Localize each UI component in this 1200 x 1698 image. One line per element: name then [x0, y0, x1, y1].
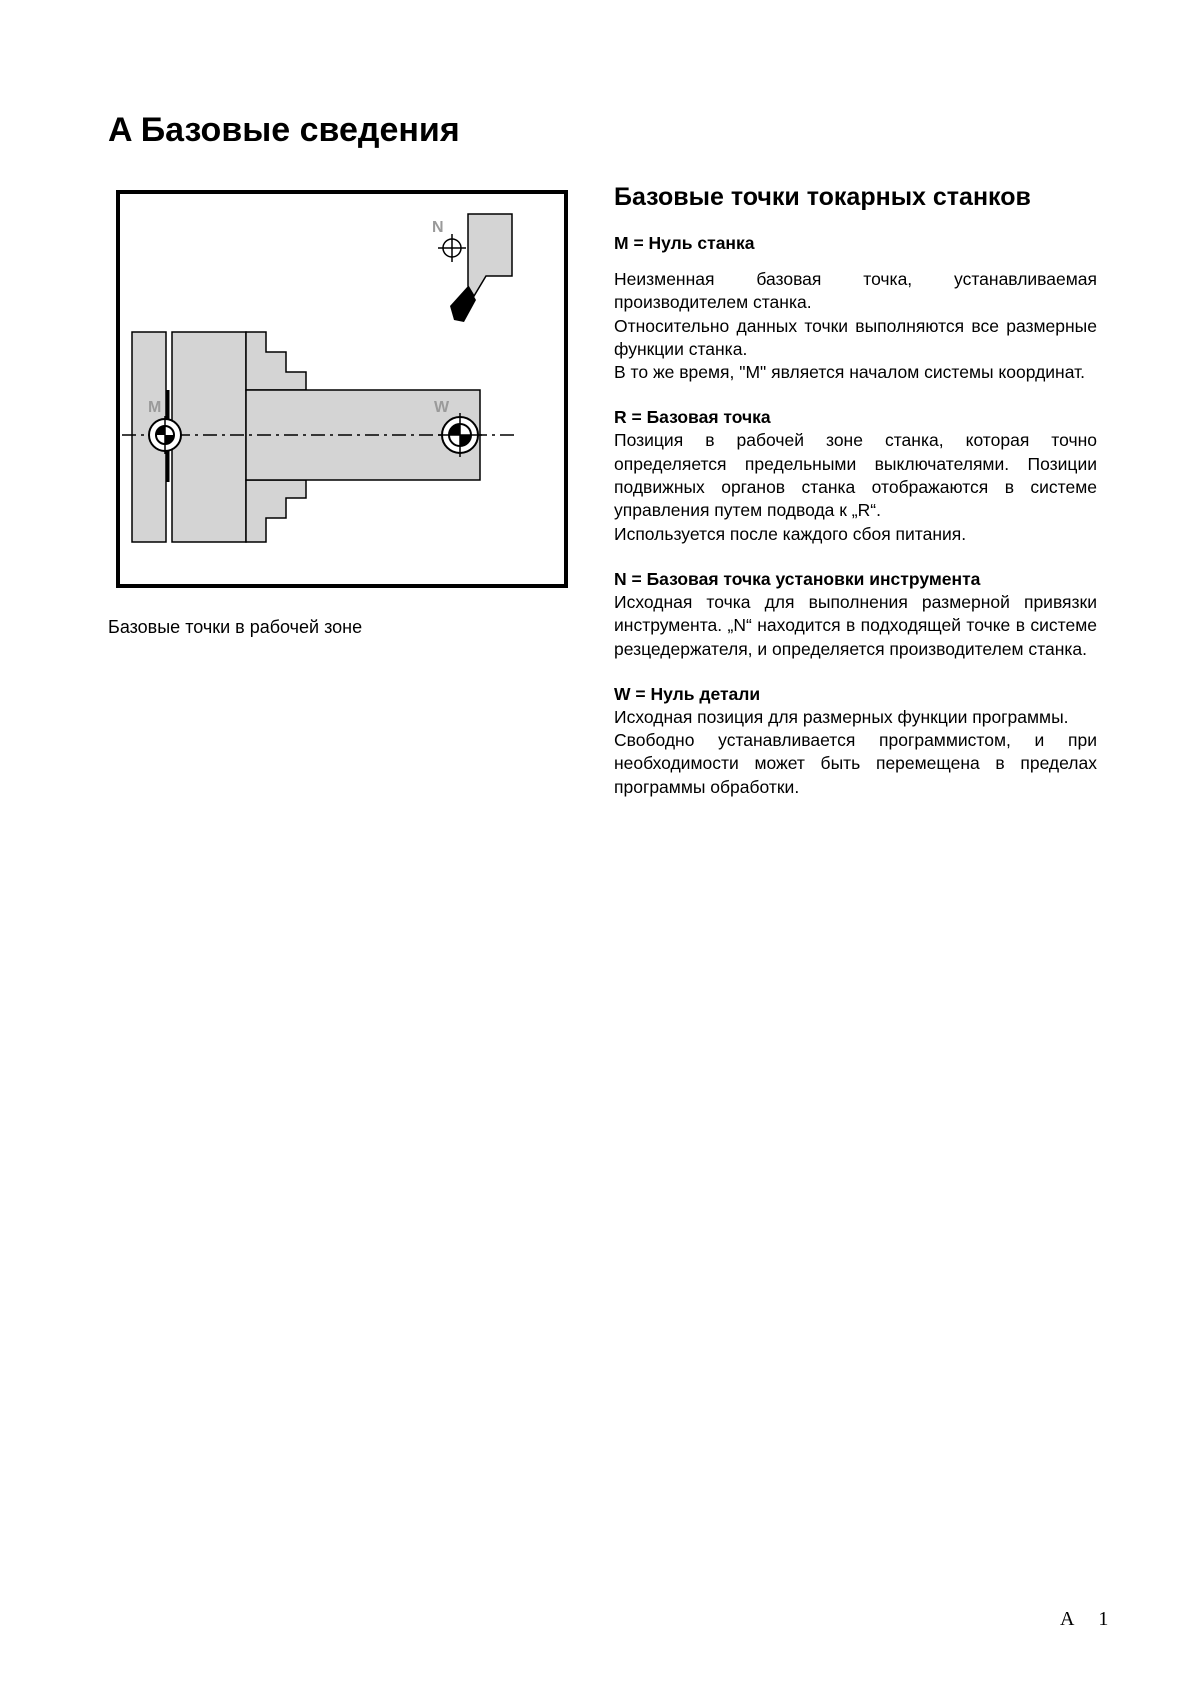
section-tool-reference-point: [614, 568, 1097, 661]
page-number: A 1: [1060, 1608, 1119, 1630]
lathe-diagram: [116, 190, 568, 588]
paragraph: Исходная точка для выполнения размерной привязки инструмента. „N“ находится в подходящей точке в системе резцедержателя, и определяется производителем станка.: [614, 591, 1097, 659]
lathe-reference-points-figure: [116, 190, 568, 588]
section-label: W = Нуль детали: [614, 683, 761, 704]
paragraph: Используется после каждого сбоя питания.: [614, 523, 967, 544]
n-label: N: [432, 219, 444, 236]
figure-caption: Базовые точки в рабочей зоне: [108, 617, 363, 637]
section-label: M = Нуль станка: [614, 233, 755, 253]
m-label: M: [148, 399, 162, 416]
paragraph: Относительно данных точки выполняются все размерные функции станка.: [614, 315, 1097, 359]
section-reference-point: [614, 406, 1097, 545]
section-machine-zero: [614, 232, 1097, 384]
paragraph: В то же время, "M" является началом системы координат.: [614, 362, 1086, 383]
section-workpiece-zero: [614, 683, 1097, 799]
page-title: A Базовые сведения: [108, 111, 460, 149]
paragraph: Свободно устанавливается программистом, и при необходимости может быть перемещена в пределах программы обработки.: [614, 730, 1097, 797]
section-title: Базовые точки токарных станков: [614, 183, 1031, 211]
w-label: W: [434, 399, 450, 416]
section-label: N = Базовая точка установки инструмента: [614, 568, 981, 589]
content-column: [614, 180, 1097, 821]
paragraph: Исходная позиция для размерных функции программы.: [614, 706, 1069, 727]
paragraph: Позиция в рабочей зоне станка, которая точно определяется предельными выключателями. Позиции подвижных органов станка отображаются в системе управления путем подвода к „R“.: [614, 430, 1097, 521]
section-label: R = Базовая точка: [614, 407, 771, 428]
paragraph: Неизменная базовая точка, устанавливаемая производителем станка.: [614, 269, 1097, 313]
chuck-body: [172, 332, 246, 542]
